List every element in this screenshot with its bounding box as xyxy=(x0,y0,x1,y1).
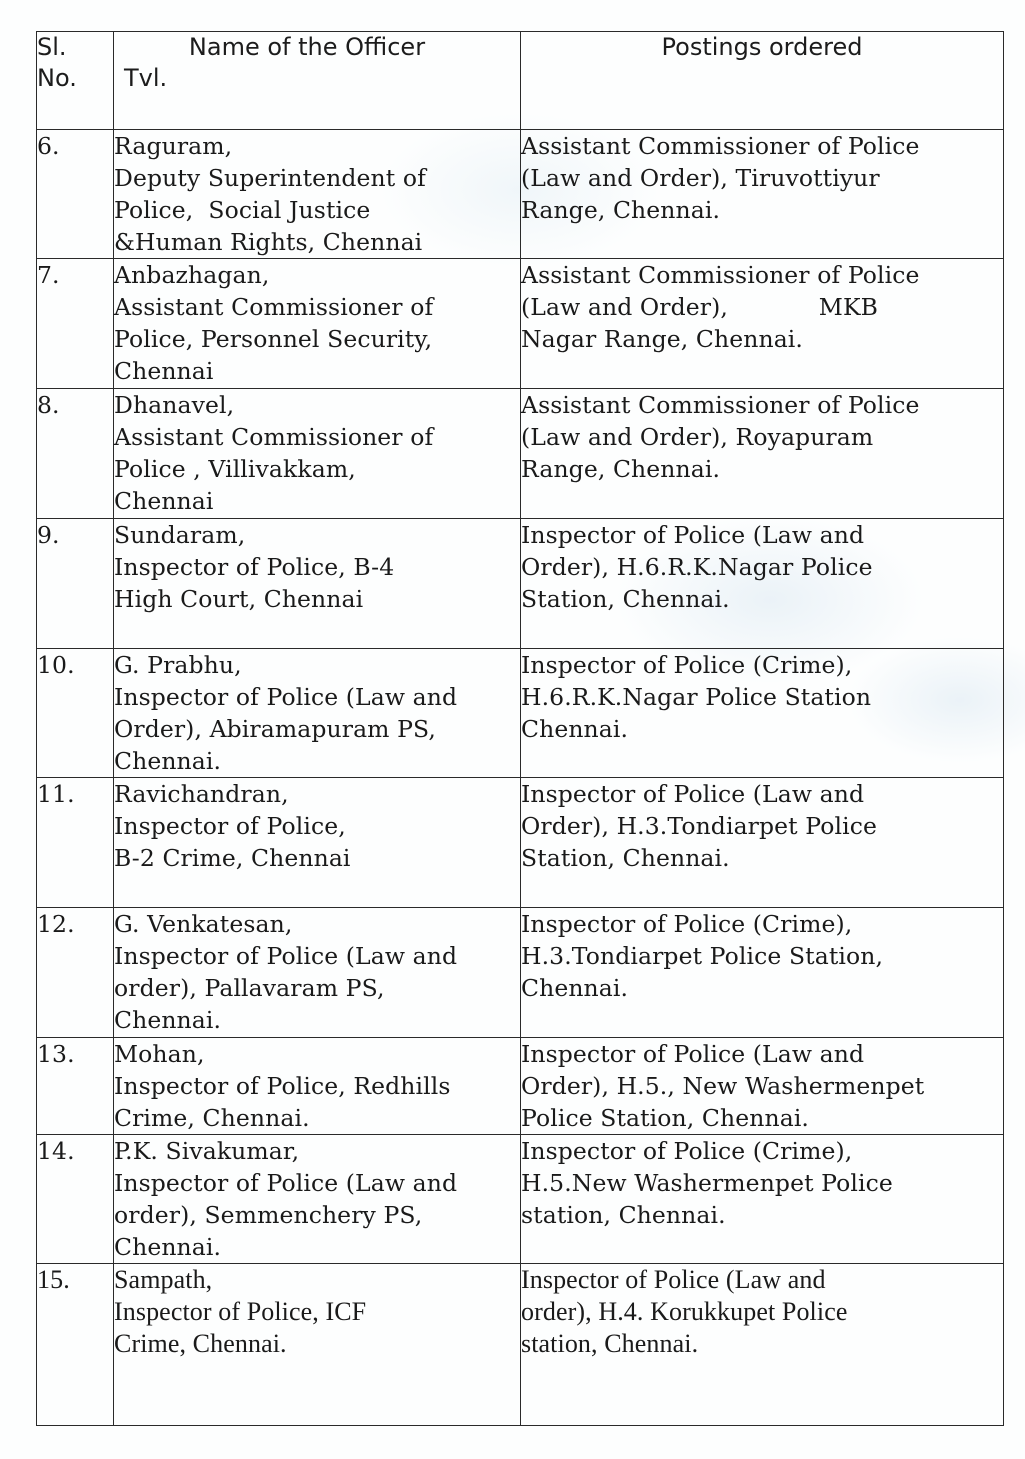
officer-name: Sampath, xyxy=(114,1265,213,1294)
header-name-tvl: Tvl. xyxy=(124,64,168,92)
table-row xyxy=(37,778,1004,908)
posting-ordered-cell xyxy=(521,908,1004,1038)
officer-current-post-line: Inspector of Police (Law and xyxy=(114,942,458,970)
posting-line: H.3.Tondiarpet Police Station, xyxy=(521,942,884,970)
serial-number: 6. xyxy=(37,132,60,160)
posting-ordered-cell xyxy=(521,130,1004,259)
posting-ordered-cell xyxy=(521,649,1004,778)
officer-current-post-line: Inspector of Police (Law and xyxy=(114,1169,458,1197)
table-row xyxy=(37,389,1004,519)
officer-name-cell xyxy=(114,519,521,649)
header-name-of-officer xyxy=(114,32,521,130)
posting-ordered-cell xyxy=(521,259,1004,389)
officer-current-post-line: Deputy Superintendent of xyxy=(114,164,426,192)
serial-number-cell xyxy=(37,649,114,778)
officer-current-post-line: Police, Personnel Security, xyxy=(114,325,433,353)
posting-line: Order), H.3.Tondiarpet Police xyxy=(521,812,877,840)
posting-line: Police Station, Chennai. xyxy=(521,1104,810,1132)
postings-table xyxy=(36,31,1004,1426)
officer-current-post-line: Inspector of Police, Redhills xyxy=(114,1072,451,1100)
table-row xyxy=(37,1264,1004,1426)
officer-current-post-line: Crime, Chennai. xyxy=(114,1104,310,1132)
header-name-title: Name of the Officer xyxy=(188,33,426,61)
officer-name-cell xyxy=(114,908,521,1038)
serial-number-cell xyxy=(37,1135,114,1264)
posting-line: Inspector of Police (Law and xyxy=(521,521,865,549)
officer-current-post-line: Inspector of Police (Law and xyxy=(114,683,458,711)
posting-ordered-cell xyxy=(521,389,1004,519)
header-postings-ordered xyxy=(521,32,1004,130)
table-row xyxy=(37,649,1004,778)
officer-current-post-line: Police , Villivakkam, xyxy=(114,455,356,483)
serial-number: 12. xyxy=(37,910,75,938)
posting-line: Inspector of Police (Crime), xyxy=(521,910,853,938)
table-body xyxy=(37,130,1004,1426)
officer-name: Raguram, xyxy=(114,132,233,160)
posting-line: (Law and Order), MKB xyxy=(521,293,878,321)
posting-line: Assistant Commissioner of Police xyxy=(521,391,920,419)
officer-name-cell xyxy=(114,389,521,519)
officer-current-post-line: Assistant Commissioner of xyxy=(114,423,434,451)
officer-current-post-line: Chennai xyxy=(114,487,214,515)
posting-line: Inspector of Police (Crime), xyxy=(521,1137,853,1165)
table-row xyxy=(37,519,1004,649)
officer-name-cell xyxy=(114,1264,521,1426)
header-sl-no xyxy=(37,32,114,130)
posting-line: order), H.4. Korukkupet Police xyxy=(521,1297,848,1326)
serial-number-cell xyxy=(37,259,114,389)
table-row xyxy=(37,1038,1004,1135)
officer-current-post-line: Assistant Commissioner of xyxy=(114,293,434,321)
posting-line: Assistant Commissioner of Police xyxy=(521,261,920,289)
serial-number-cell xyxy=(37,908,114,1038)
header-no-line: No. xyxy=(37,64,77,92)
officer-name: P.K. Sivakumar, xyxy=(114,1137,300,1165)
officer-current-post-line: Police, Social Justice xyxy=(114,196,371,224)
serial-number: 13. xyxy=(37,1040,75,1068)
officer-current-post-line: Chennai. xyxy=(114,747,222,775)
posting-line: Inspector of Police (Law and xyxy=(521,780,865,808)
posting-line: Nagar Range, Chennai. xyxy=(521,325,803,353)
serial-number-cell xyxy=(37,130,114,259)
posting-ordered-cell xyxy=(521,1135,1004,1264)
table-row xyxy=(37,908,1004,1038)
officer-current-post-line: High Court, Chennai xyxy=(114,585,364,613)
serial-number-cell xyxy=(37,519,114,649)
officer-current-post-line: Inspector of Police, ICF xyxy=(114,1297,367,1326)
serial-number-cell xyxy=(37,389,114,519)
posting-line: Assistant Commissioner of Police xyxy=(521,132,920,160)
table-header-row xyxy=(37,32,1004,130)
officer-current-post-line: Inspector of Police, xyxy=(114,812,346,840)
officer-name-cell xyxy=(114,259,521,389)
posting-ordered-cell xyxy=(521,519,1004,649)
table-row xyxy=(37,1135,1004,1264)
table-row xyxy=(37,130,1004,259)
posting-line: Order), H.6.R.K.Nagar Police xyxy=(521,553,873,581)
officer-name-cell xyxy=(114,1135,521,1264)
officer-name: Dhanavel, xyxy=(114,391,235,419)
posting-line: Inspector of Police (Crime), xyxy=(521,651,853,679)
posting-line: Inspector of Police (Law and xyxy=(521,1265,826,1294)
officer-current-post-line: &Human Rights, Chennai xyxy=(114,228,423,256)
posting-line: H.6.R.K.Nagar Police Station xyxy=(521,683,872,711)
officer-current-post-line: Chennai. xyxy=(114,1006,222,1034)
serial-number-cell xyxy=(37,778,114,908)
posting-ordered-cell xyxy=(521,778,1004,908)
officer-current-post-line: Crime, Chennai. xyxy=(114,1329,287,1358)
serial-number: 11. xyxy=(37,780,75,808)
officer-name: G. Venkatesan, xyxy=(114,910,293,938)
officer-current-post-line: Inspector of Police, B-4 xyxy=(114,553,395,581)
posting-line: H.5.New Washermenpet Police xyxy=(521,1169,893,1197)
serial-number: 7. xyxy=(37,261,60,289)
posting-line: Inspector of Police (Law and xyxy=(521,1040,865,1068)
serial-number: 9. xyxy=(37,521,60,549)
posting-ordered-cell xyxy=(521,1038,1004,1135)
posting-line: Range, Chennai. xyxy=(521,455,721,483)
officer-name: Anbazhagan, xyxy=(114,261,270,289)
officer-current-post-line: order), Semmenchery PS, xyxy=(114,1201,423,1229)
serial-number: 8. xyxy=(37,391,60,419)
officer-current-post-line: Chennai. xyxy=(114,1233,222,1261)
posting-line: Range, Chennai. xyxy=(521,196,721,224)
header-sl-line: Sl. xyxy=(37,33,67,61)
posting-line: Chennai. xyxy=(521,974,629,1002)
header-postings-title: Postings ordered xyxy=(661,33,863,61)
officer-name: Ravichandran, xyxy=(114,780,289,808)
posting-line: Chennai. xyxy=(521,715,629,743)
posting-line: Order), H.5., New Washermenpet xyxy=(521,1072,925,1100)
officer-name-cell xyxy=(114,1038,521,1135)
officer-name: Mohan, xyxy=(114,1040,205,1068)
officer-current-post-line: B-2 Crime, Chennai xyxy=(114,844,351,872)
posting-line: station, Chennai. xyxy=(521,1201,726,1229)
serial-number-cell xyxy=(37,1038,114,1135)
posting-line: station, Chennai. xyxy=(521,1329,699,1358)
officer-name-cell xyxy=(114,130,521,259)
posting-line: Station, Chennai. xyxy=(521,585,730,613)
posting-line: (Law and Order), Tiruvottiyur xyxy=(521,164,880,192)
officer-current-post-line: Order), Abiramapuram PS, xyxy=(114,715,436,743)
serial-number: 10. xyxy=(37,651,75,679)
posting-ordered-cell xyxy=(521,1264,1004,1426)
officer-current-post-line: Chennai xyxy=(114,357,214,385)
serial-number: 15. xyxy=(37,1265,70,1294)
posting-line: Station, Chennai. xyxy=(521,844,730,872)
serial-number: 14. xyxy=(37,1137,75,1165)
officer-name-cell xyxy=(114,649,521,778)
officer-name-cell xyxy=(114,778,521,908)
posting-line: (Law and Order), Royapuram xyxy=(521,423,874,451)
table-row xyxy=(37,259,1004,389)
officer-name: Sundaram, xyxy=(114,521,246,549)
serial-number-cell xyxy=(37,1264,114,1426)
officer-name: G. Prabhu, xyxy=(114,651,242,679)
officer-current-post-line: order), Pallavaram PS, xyxy=(114,974,385,1002)
